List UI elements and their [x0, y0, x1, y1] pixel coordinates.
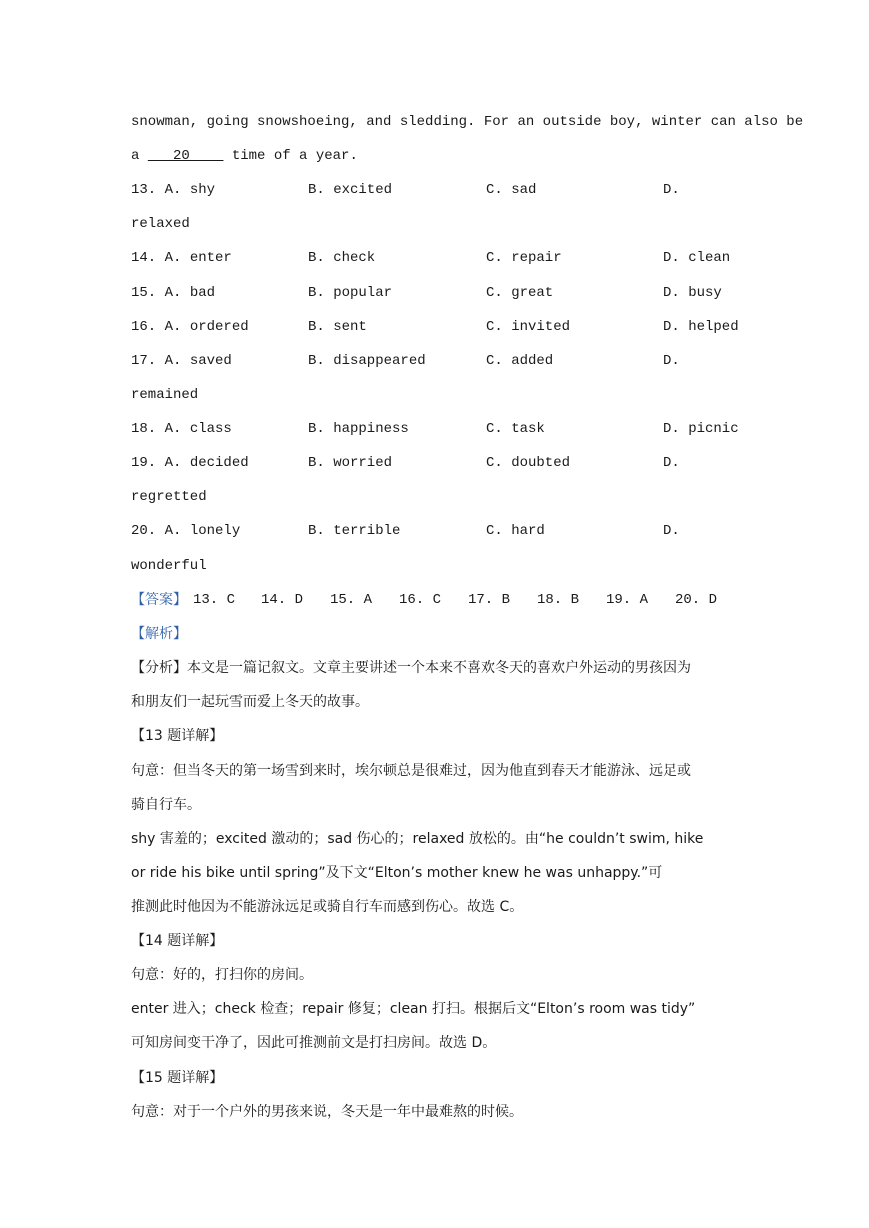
analysis-line-1: 【分析】本文是一篇记叙文。文章主要讲述一个本来不喜欢冬天的喜欢户外运动的男孩因为	[131, 660, 691, 676]
q17-option-d-wrap: remained	[131, 387, 199, 403]
q14-detail-title: 【14 题详解】	[131, 933, 224, 949]
answer-item: 20. D	[675, 592, 718, 608]
q19-option-c: C. doubted	[486, 455, 571, 471]
q13-option-d: D.	[663, 182, 680, 198]
passage-line-1: snowman, going snowshoeing, and sledding. For an outside boy, winter can also be	[131, 114, 804, 130]
q18-option-b: B. happiness	[308, 421, 409, 437]
passage-line-2-suffix: time of a year.	[223, 148, 358, 164]
answer-item: 18. B	[537, 592, 580, 608]
answer-item: 13. C	[193, 592, 236, 608]
answer-item: 14. D	[261, 592, 304, 608]
q16-option-b: B. sent	[308, 319, 367, 335]
analysis-sub-label: 【分析】	[131, 660, 187, 676]
passage-line-2	[131, 146, 741, 166]
q16-option-a: 16. A. ordered	[131, 319, 249, 335]
q13-detail-title: 【13 题详解】	[131, 728, 224, 744]
q13-detail-line-2: or ride his bike until spring”及下文“Elton’s mother knew he was unhappy.”可	[131, 865, 663, 881]
q20-option-d: D.	[663, 523, 680, 539]
q17-option-d: D.	[663, 353, 680, 369]
q17-option-b: B. disappeared	[308, 353, 426, 369]
q15-option-d: D. busy	[663, 285, 722, 301]
q13-detail-line-3: 推测此时他因为不能游泳远足或骑自行车而感到伤心。故选 C。	[131, 899, 524, 915]
q15-option-a: 15. A. bad	[131, 285, 216, 301]
q20-option-c: C. hard	[486, 523, 545, 539]
q17-option-a: 17. A. saved	[131, 353, 232, 369]
answer-label: 【答案】	[131, 592, 187, 608]
q13-option-a: 13. A. shy	[131, 182, 216, 198]
q14-detail-line-1: enter 进入；check 检查；repair 修复；clean 打扫。根据后文“Elton’s room was tidy”	[131, 1001, 696, 1017]
analysis-line-2: 和朋友们一起玩雪而爱上冬天的故事。	[131, 694, 369, 710]
q14-meaning: 句意：好的，打扫你的房间。	[131, 967, 313, 983]
q19-option-a: 19. A. decided	[131, 455, 249, 471]
answer-item: 19. A	[606, 592, 649, 608]
q15-option-c: C. great	[486, 285, 554, 301]
q14-option-b: B. check	[308, 250, 376, 266]
q13-option-b: B. excited	[308, 182, 393, 198]
q19-option-d: D.	[663, 455, 680, 471]
q20-option-a: 20. A. lonely	[131, 523, 241, 539]
q14-detail-line-2: 可知房间变干净了，因此可推测前文是打扫房间。故选 D。	[131, 1035, 497, 1051]
blank-20: 20	[147, 148, 224, 164]
q16-option-d: D. helped	[663, 319, 739, 335]
q20-option-b: B. terrible	[308, 523, 401, 539]
passage-line-2-prefix: a	[131, 148, 140, 164]
q13-option-c: C. sad	[486, 182, 537, 198]
answer-item: 15. A	[330, 592, 373, 608]
analysis-label: 【解析】	[131, 626, 187, 642]
q18-option-d: D. picnic	[663, 421, 739, 437]
q17-option-c: C. added	[486, 353, 554, 369]
q13-detail-line-1: shy 害羞的；excited 激动的；sad 伤心的；relaxed 放松的。由“he couldn’t swim, hike	[131, 831, 704, 847]
q19-option-b: B. worried	[308, 455, 393, 471]
answer-item: 17. B	[468, 592, 511, 608]
q15-option-b: B. popular	[308, 285, 393, 301]
q15-detail-title: 【15 题详解】	[131, 1070, 224, 1086]
q20-option-d-wrap: wonderful	[131, 558, 207, 574]
q19-option-d-wrap: regretted	[131, 489, 207, 505]
q18-option-c: C. task	[486, 421, 545, 437]
q13-option-d-wrap: relaxed	[131, 216, 190, 232]
q14-option-d: D. clean	[663, 250, 731, 266]
answer-item: 16. C	[399, 592, 442, 608]
q16-option-c: C. invited	[486, 319, 571, 335]
q18-option-a: 18. A. class	[131, 421, 232, 437]
q15-meaning: 句意：对于一个户外的男孩来说，冬天是一年中最难熬的时候。	[131, 1104, 523, 1120]
q14-option-a: 14. A. enter	[131, 250, 232, 266]
q13-meaning-line-2: 骑自行车。	[131, 797, 201, 813]
q14-option-c: C. repair	[486, 250, 562, 266]
q13-meaning-line-1: 句意：但当冬天的第一场雪到来时，埃尔顿总是很难过，因为他直到春天才能游泳、远足或	[131, 763, 691, 779]
